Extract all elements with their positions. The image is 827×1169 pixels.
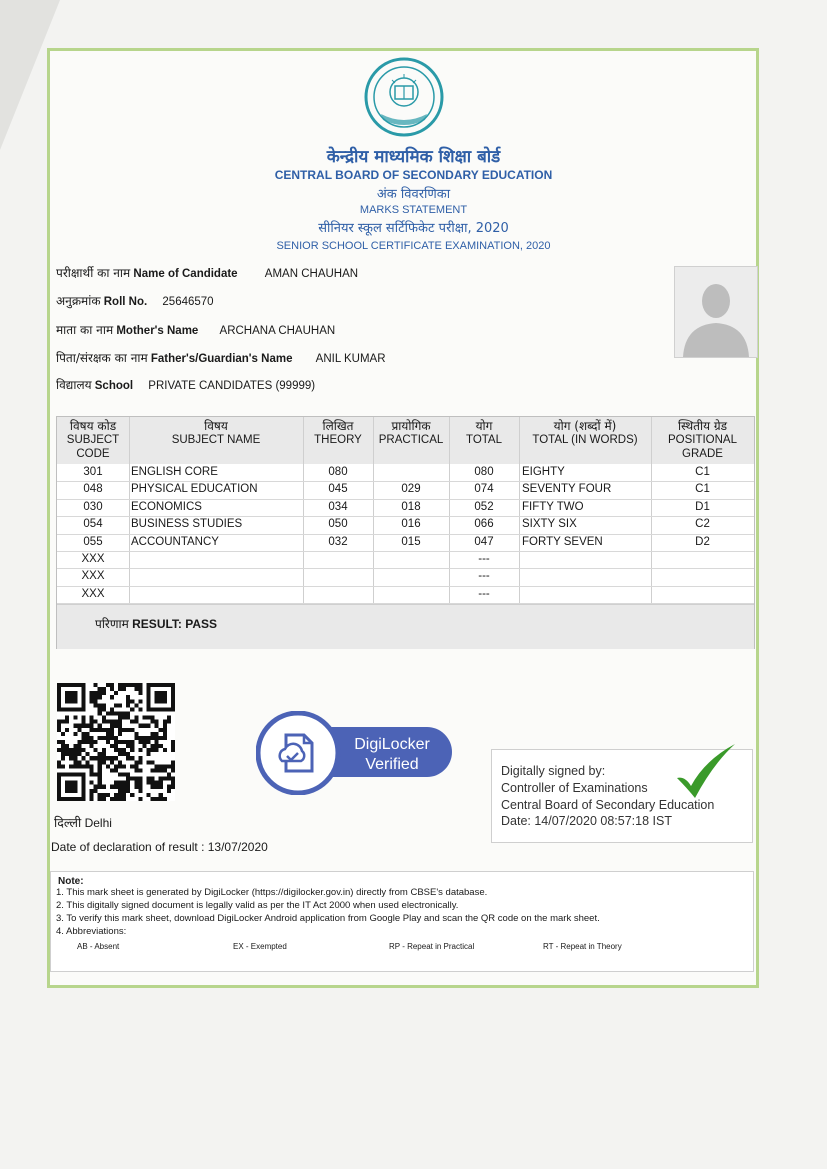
table-cell-grade: C1 — [695, 466, 710, 478]
table-cell-total: --- — [478, 553, 490, 565]
board-name-hindi: केन्द्रीय माध्यमिक शिक्षा बोर्ड — [326, 147, 501, 167]
declaration-date: Date of declaration of result : 13/07/2020 — [51, 840, 268, 854]
place-hi: दिल्ली — [54, 815, 82, 830]
row-divider — [57, 481, 754, 482]
abbr-repeat-practical: RP - Repeat in Practical — [389, 942, 475, 951]
abbr-exempted: EX - Exempted — [233, 942, 287, 951]
candidate-name: AMAN CHAUHAN — [264, 268, 359, 280]
digilocker-verified-badge — [256, 711, 454, 795]
candidate-name-label: Name of Candidate — [133, 268, 238, 280]
col-total — [449, 419, 519, 447]
exam-name-english: SENIOR SCHOOL CERTIFICATE EXAMINATION, 2020 — [276, 240, 551, 252]
table-cell-theory: 032 — [328, 535, 348, 548]
col-grade-en2: GRADE — [682, 448, 723, 460]
col-subject-code — [57, 419, 129, 461]
col-total-words-en: TOTAL (IN WORDS) — [532, 434, 638, 446]
roll-no-label: Roll No. — [103, 296, 148, 308]
table-cell-practical: 018 — [401, 500, 421, 513]
roll-no-label-hi: अनुक्रमांक — [56, 294, 101, 308]
roll-no: 25646570 — [162, 296, 214, 308]
place-of-issue — [54, 814, 112, 831]
table-cell-name: ECONOMICS — [131, 500, 202, 513]
col-subject-name-hi: विषय — [204, 419, 228, 433]
signature-valid-check-icon — [669, 742, 739, 804]
col-theory-en: THEORY — [314, 434, 362, 446]
col-grade-hi: स्थितीय ग्रेड — [677, 419, 728, 433]
school-label-hi: विद्यालय — [56, 378, 92, 392]
table-cell-code: XXX — [81, 553, 105, 565]
digital-signature-box — [491, 749, 753, 843]
signature-line-1: Digitally signed by: — [501, 764, 606, 778]
col-theory — [303, 419, 373, 447]
table-cell-words: SEVENTY FOUR — [522, 483, 612, 496]
result-label-hi: परिणाम — [95, 617, 129, 631]
statement-title-english: MARKS STATEMENT — [359, 204, 468, 216]
school-name: PRIVATE CANDIDATES (99999) — [148, 380, 316, 392]
school-label: School — [94, 380, 134, 392]
digilocker-label: DigiLocker — [354, 736, 430, 753]
table-cell-words: FIFTY TWO — [522, 500, 584, 513]
table-cell-code: XXX — [81, 587, 105, 600]
abbr-absent: AB - Absent — [77, 942, 120, 951]
roll-no-row — [56, 292, 214, 309]
table-cell-code: 030 — [83, 500, 103, 513]
table-cell-code: XXX — [81, 570, 105, 583]
candidate-name-label-hi: परीक्षार्थी का नाम — [56, 266, 131, 280]
place-en: Delhi — [84, 816, 112, 830]
marks-table — [56, 416, 755, 649]
table-cell-grade: D1 — [695, 500, 710, 513]
table-cell-name: BUSINESS STUDIES — [131, 518, 243, 531]
table-cell-total: 074 — [474, 483, 494, 496]
row-divider — [57, 586, 754, 587]
table-cell-theory: 050 — [328, 518, 348, 531]
verified-label: Verified — [365, 756, 419, 773]
result-bar — [57, 604, 754, 649]
candidate-name-row — [56, 264, 358, 281]
col-practical — [373, 419, 449, 447]
note-3: 3. To verify this mark sheet, download DigiLocker Android application from Google Play and scan the QR code on the mark sheet. — [56, 913, 600, 924]
table-cell-code: 048 — [83, 483, 103, 496]
table-cell-code: 301 — [83, 466, 103, 478]
marks-table-header — [57, 417, 754, 464]
col-total-words — [519, 419, 651, 447]
father-name-label: Father's/Guardian's Name — [150, 353, 293, 365]
note-4: 4. Abbreviations: — [56, 926, 127, 937]
table-cell-practical: 015 — [401, 535, 421, 548]
table-cell-theory: 045 — [328, 483, 348, 496]
notes-box — [50, 871, 754, 972]
mother-name-label-hi: माता का नाम — [56, 323, 114, 337]
row-divider — [57, 551, 754, 552]
table-cell-words: EIGHTY — [522, 466, 565, 478]
abbr-repeat-theory: RT - Repeat in Theory — [543, 942, 622, 951]
table-cell-grade: C1 — [695, 483, 710, 496]
col-subject-code-en1: SUBJECT — [66, 434, 120, 446]
table-cell-total: 052 — [474, 500, 494, 513]
signature-line-3: Central Board of Secondary Education — [501, 798, 715, 812]
mother-name: ARCHANA CHAUHAN — [219, 325, 336, 337]
note-2: 2. This digitally signed document is legally valid as per the IT Act 2000 when used electronically. — [56, 900, 459, 911]
notes-title: Note: — [58, 876, 84, 887]
father-name: ANIL KUMAR — [315, 353, 386, 365]
mother-name-label: Mother's Name — [116, 325, 199, 337]
row-divider — [57, 516, 754, 517]
note-1: 1. This mark sheet is generated by DigiLocker (https://digilocker.gov.in) directly from CBSE's database. — [56, 887, 488, 898]
col-subject-name — [129, 419, 303, 447]
col-subject-name-en: SUBJECT NAME — [171, 434, 261, 446]
father-name-label-hi: पिता/संरक्षक का नाम — [56, 351, 148, 365]
table-cell-grade: C2 — [695, 518, 710, 531]
candidate-photo — [674, 266, 758, 358]
table-cell-words: SIXTY SIX — [522, 518, 577, 531]
col-total-en: TOTAL — [466, 434, 502, 446]
signature-line-2: Controller of Examinations — [501, 781, 648, 795]
col-subject-code-hi: विषय कोड — [69, 419, 117, 433]
col-total-hi: योग — [475, 419, 493, 433]
col-practical-en: PRACTICAL — [378, 434, 444, 446]
table-cell-theory: 080 — [328, 466, 348, 478]
col-grade — [651, 419, 754, 461]
father-name-row — [56, 349, 386, 366]
col-practical-hi: प्रायोगिक — [391, 419, 431, 433]
table-cell-name: ACCOUNTANCY — [131, 535, 219, 548]
verification-qr-code[interactable] — [57, 683, 175, 801]
cbse-logo — [363, 56, 445, 138]
table-cell-total: 047 — [474, 535, 494, 548]
table-cell-grade: D2 — [695, 535, 710, 548]
table-cell-theory: 034 — [328, 500, 348, 513]
table-cell-name: PHYSICAL EDUCATION — [131, 483, 258, 496]
col-theory-hi: लिखित — [322, 419, 354, 433]
row-divider — [57, 568, 754, 569]
table-cell-code: 054 — [83, 518, 103, 531]
col-total-words-hi: योग (शब्दों में) — [553, 419, 617, 433]
table-cell-total: --- — [478, 570, 490, 583]
result-status — [95, 615, 217, 632]
table-cell-code: 055 — [83, 535, 103, 548]
table-cell-total: 080 — [474, 466, 494, 478]
table-cell-words: FORTY SEVEN — [522, 535, 603, 548]
table-cell-practical: 029 — [401, 483, 421, 496]
table-cell-practical: 016 — [401, 518, 421, 531]
exam-name-hindi: सीनियर स्कूल सर्टिफिकेट परीक्षा, 2020 — [318, 221, 509, 236]
table-cell-total: 066 — [474, 518, 494, 531]
board-name-english: CENTRAL BOARD OF SECONDARY EDUCATION — [274, 168, 553, 182]
col-grade-en1: POSITIONAL — [667, 434, 738, 446]
col-subject-code-en2: CODE — [76, 448, 110, 460]
school-row — [56, 376, 315, 393]
person-silhouette-icon — [675, 267, 757, 357]
row-divider — [57, 534, 754, 535]
result-value: RESULT: PASS — [132, 617, 218, 631]
table-cell-name: ENGLISH CORE — [131, 466, 218, 478]
signature-date: Date: 14/07/2020 08:57:18 IST — [501, 814, 672, 828]
table-cell-total: --- — [478, 587, 490, 600]
statement-title-hindi: अंक विवरणिका — [376, 187, 451, 202]
mother-name-row — [56, 321, 335, 338]
row-divider — [57, 499, 754, 500]
